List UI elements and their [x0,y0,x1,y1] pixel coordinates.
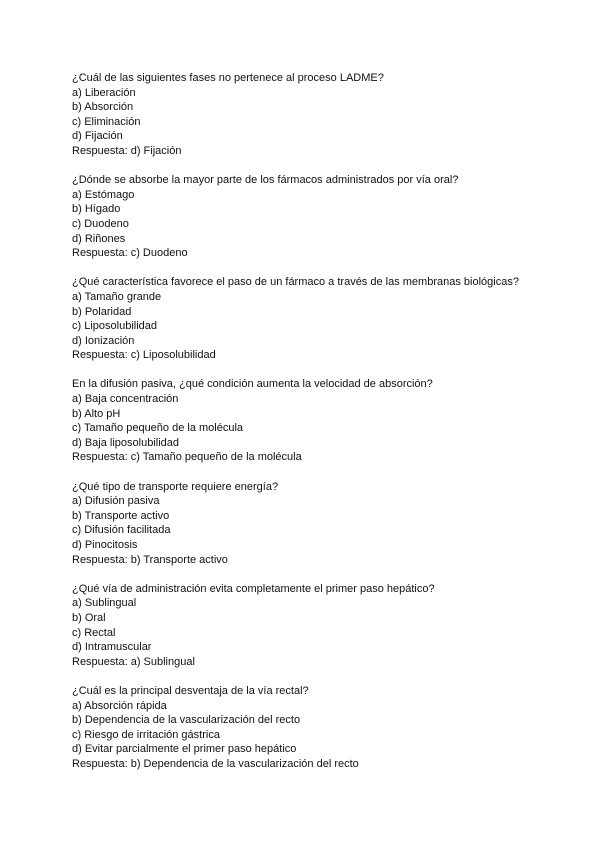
answer-option: b) Dependencia de la vascularización del recto [72,714,301,727]
question-block-6 [72,582,572,670]
question-prompt: ¿Cuál de las siguientes fases no pertenece al proceso LADME? [72,72,384,84]
answer-option: a) Sublingual [72,597,137,610]
correct-answer: Respuesta: c) Duodeno [72,247,188,260]
question-prompt: En la difusión pasiva, ¿qué condición aumenta la velocidad de absorción? [72,378,433,391]
question-prompt: ¿Qué tipo de transporte requiere energía? [72,480,279,493]
question-list [72,71,572,786]
correct-answer: Respuesta: d) Fijación [72,144,182,157]
answer-option: b) Absorción [72,101,134,114]
question-block-2 [72,173,572,261]
question-prompt: ¿Dónde se absorbe la mayor parte de los fármacos administrados por vía oral? [72,174,459,187]
correct-answer: Respuesta: b) Dependencia de la vascularización del recto [72,757,359,770]
answer-option: b) Polaridad [72,305,132,318]
question-prompt: ¿Cuál es la principal desventaja de la vía rectal? [72,684,309,697]
answer-option: a) Absorción rápida [72,699,167,712]
answer-option: c) Duodeno [72,217,129,230]
correct-answer: Respuesta: c) Tamaño pequeño de la molécula [72,451,302,464]
answer-option: c) Eliminación [72,115,141,128]
answer-option: d) Evitar parcialmente el primer paso hepático [72,743,297,756]
answer-option: d) Fijación [72,130,123,143]
question-prompt: ¿Qué característica favorece el paso de un fármaco a través de las membranas biológicas? [72,276,519,289]
answer-option: c) Difusión facilitada [72,524,171,537]
question-block-4 [72,377,572,465]
question-block-3 [72,275,572,363]
correct-answer: Respuesta: a) Sublingual [72,655,195,668]
answer-option: d) Ionización [72,334,135,347]
answer-option: d) Intramuscular [72,641,152,654]
answer-option: a) Difusión pasiva [72,495,160,508]
correct-answer: Respuesta: c) Liposolubilidad [72,349,216,362]
answer-option: b) Oral [72,611,106,624]
question-block-5 [72,480,572,568]
answer-option: a) Baja concentración [72,393,179,406]
answer-option: a) Estómago [72,188,135,201]
question-prompt: ¿Qué vía de administración evita completamente el primer paso hepático? [72,582,435,595]
answer-option: b) Alto pH [72,407,121,420]
answer-option: c) Liposolubilidad [72,320,157,333]
answer-option: d) Pinocitosis [72,539,138,551]
correct-answer: Respuesta: b) Transporte activo [72,553,228,566]
question-block-7 [72,684,572,772]
answer-option: a) Liberación [72,86,136,99]
answer-option: b) Transporte activo [72,509,170,522]
answer-option: b) Hígado [72,203,121,216]
answer-option: d) Baja liposolubilidad [72,436,180,449]
answer-option: c) Tamaño pequeño de la molécula [72,422,244,435]
answer-option: a) Tamaño grande [72,290,162,303]
answer-option: c) Rectal [72,626,116,639]
answer-option: d) Riñones [72,232,126,245]
question-block-1 [72,71,572,159]
answer-option: c) Riesgo de irritación gástrica [72,728,220,741]
